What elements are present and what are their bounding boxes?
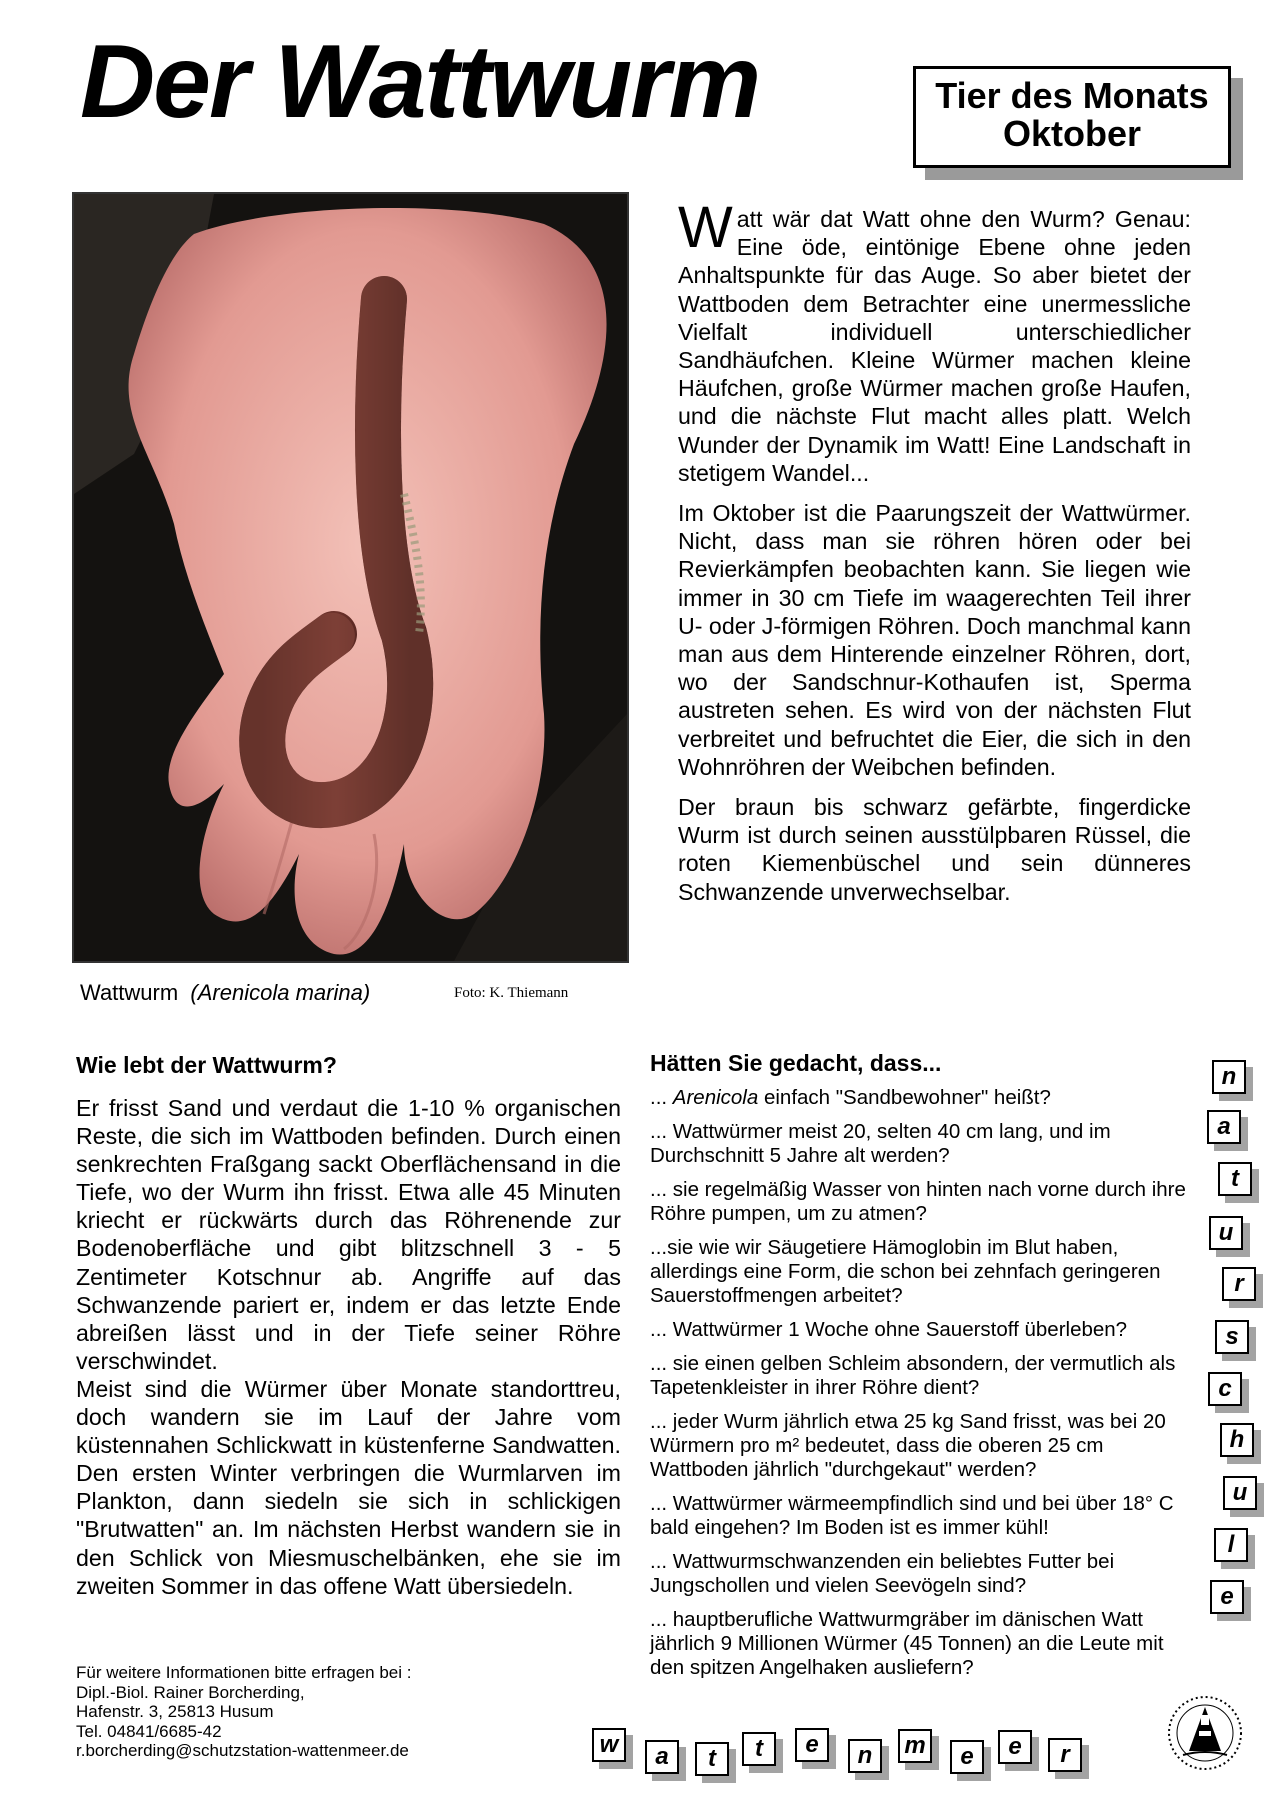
letter-tile: r bbox=[1222, 1267, 1256, 1301]
photo-caption bbox=[80, 980, 370, 1006]
fact-item: ... sie regelmäßig Wasser von hinten nach vorne durch ihre Röhre pumpen, um zu atmen? bbox=[650, 1178, 1186, 1225]
contact-line: Tel. 04841/6685-42 bbox=[76, 1721, 222, 1741]
letter-tile: u bbox=[1209, 1216, 1243, 1250]
letter-tile: e bbox=[1210, 1580, 1244, 1614]
fact-item: ... Arenicola einfach "Sandbewohner" heißt? bbox=[650, 1086, 1051, 1109]
intro-text bbox=[678, 195, 1191, 918]
lugworm-photo bbox=[72, 192, 629, 963]
contact-info bbox=[76, 1663, 411, 1761]
letter-tile: r bbox=[1048, 1738, 1082, 1772]
month-badge bbox=[913, 66, 1231, 168]
letter-tile: l bbox=[1214, 1528, 1248, 1562]
letter-tile: a bbox=[1207, 1110, 1241, 1144]
badge-line-1: Tier des Monats bbox=[935, 75, 1209, 116]
fact-item: ... Wattwürmer 1 Woche ohne Sauerstoff überleben? bbox=[650, 1318, 1128, 1341]
section-heading-facts: Hätten Sie gedacht, dass... bbox=[650, 1050, 942, 1076]
fact-item: ... Wattwurmschwanzenden ein beliebtes Futter bei Jungschollen und vielen Seevögeln sind? bbox=[650, 1550, 1115, 1597]
fact-item: ... Wattwürmer wärmeempfindlich sind und bei über 18° C bald eingehen? Im Boden ist es immer kühl! bbox=[650, 1492, 1174, 1539]
schutzstation-logo-icon bbox=[1165, 1693, 1245, 1773]
letter-tile: a bbox=[645, 1740, 679, 1774]
fact-item: ... hauptberufliche Wattwurmgräber im dänischen Watt jährlich 9 Millionen Würmer (45 Tonnen) an die Leute mit den spitzen Angelhaken ausliefern? bbox=[650, 1608, 1164, 1679]
intro-paragraph-1 bbox=[678, 195, 1191, 487]
letter-tile: u bbox=[1223, 1476, 1257, 1510]
contact-line: Für weitere Informationen bitte erfragen bei : bbox=[76, 1663, 412, 1682]
drop-cap: W bbox=[678, 195, 733, 260]
section-heading-lifestyle: Wie lebt der Wattwurm? bbox=[76, 1052, 337, 1078]
contact-line: Dipl.-Biol. Rainer Borcherding, bbox=[76, 1682, 305, 1702]
lugworm-illustration bbox=[74, 194, 627, 961]
letter-tile: s bbox=[1215, 1320, 1249, 1354]
contact-email: r.borcherding@schutzstation-wattenmeer.de bbox=[76, 1741, 409, 1760]
letter-tile: c bbox=[1208, 1372, 1242, 1406]
intro-paragraph-3: Der braun bis schwarz gefärbte, fingerdicke Wurm ist durch seinen ausstülpbaren Rüssel, die roten Kiemenbüschel und sein dünneres Schwanzende unverwechselbar. bbox=[678, 794, 1191, 905]
lifestyle-paragraph-2: Meist sind die Würmer über Monate standorttreu, doch wandern sie im Lauf der Jahre vom küstennahen Schlickwatt in küstenferne Sandwatten. Den ersten Winter verbringen die Wurmlarven im Plankton, dann siedeln sie sich in schlickigen "Brutwatten" an. Im nächsten Herbst wandern sie in den Schlick von Miesmuschelbänken, ehe sie im zweiten Sommer in das offene Watt übersiedeln. bbox=[76, 1375, 621, 1599]
caption-latin: (Arenicola marina) bbox=[190, 980, 371, 1005]
letter-tile: e bbox=[795, 1728, 829, 1762]
fact-item: ... sie einen gelben Schleim absondern, der vermutlich als Tapetenkleister in ihrer Röhre dient? bbox=[650, 1352, 1176, 1399]
lifestyle-paragraph-1: Er frisst Sand und verdaut die 1-10 % organischen Reste, die sich im Wattboden befinden. Durch einen senkrechten Fraßgang sackt Oberflächensand in die Tiefe, wo der Wurm ihn frisst. Etwa alle 45 Minuten kriecht er rückwärts durch das Röhrenende zur Bodenoberfläche und gibt blitzschnell 3 - 5 Zentimeter Kotschnur ab. Angriffe auf das Schwanzende pariert er, indem er das letzte Ende abreißen lässt und in der Tiefe seiner Röhre verschwindet. bbox=[76, 1095, 621, 1374]
letter-tile: e bbox=[998, 1730, 1032, 1764]
letter-tile: w bbox=[592, 1728, 626, 1762]
photo-credit: Foto: K. Thiemann bbox=[454, 985, 569, 1001]
page-title: Der Wattwurm bbox=[80, 24, 760, 140]
lifestyle-text bbox=[76, 1094, 621, 1600]
intro-paragraph-2: Im Oktober ist die Paarungszeit der Wattwürmer. Nicht, dass man sie röhren hören oder bei Revierkämpfen beobachten kann. Sie liegen wie immer in 30 cm Tiefe im waagerechten Teil ihrer U- oder J-förmigen Röhren. Doch manchmal kann man aus dem Hinterende einzelner Röhren, dort, wo der Sandschnur-Kothaufen ist, Sperma austreten sehen. Es wird von der nächsten Flut verbreitet und befruchtet die Eier, die sich in den Wohnröhren der Weibchen befinden. bbox=[678, 500, 1191, 780]
letter-tile: t bbox=[695, 1742, 729, 1776]
fact-item: ...sie wie wir Säugetiere Hämoglobin im Blut haben, allerdings eine Form, die schon bei zehnfach geringeren Sauerstoffmengen arbeitet? bbox=[650, 1236, 1161, 1307]
caption-name: Wattwurm bbox=[80, 980, 179, 1005]
letter-tile: h bbox=[1220, 1423, 1254, 1457]
letter-tile: t bbox=[1218, 1162, 1252, 1196]
fact-item: ... Wattwürmer meist 20, selten 40 cm lang, und im Durchschnitt 5 Jahre alt werden? bbox=[650, 1120, 1111, 1167]
letter-tile: t bbox=[742, 1732, 776, 1766]
fact-item: ... jeder Wurm jährlich etwa 25 kg Sand frisst, was bei 20 Würmern pro m² bedeutet, dass die oberen 25 cm Wattboden jährlich "durchgekaut" werden? bbox=[650, 1410, 1166, 1481]
facts-list bbox=[650, 1086, 1190, 1690]
badge-line-2: Oktober bbox=[1002, 113, 1142, 154]
contact-line: Hafenstr. 3, 25813 Husum bbox=[76, 1702, 274, 1721]
letter-tile: n bbox=[848, 1739, 882, 1773]
letter-tile: m bbox=[898, 1729, 932, 1763]
letter-tile: e bbox=[950, 1740, 984, 1774]
letter-tile: n bbox=[1212, 1060, 1246, 1094]
intro-p1-text: att wär dat Watt ohne den Wurm? Genau: Eine öde, eintönige Ebene ohne jeden Anhaltspunkte für das Auge. So aber bietet der Wattboden dem Betrachter eine unermessliche Vielfalt individuell unterschiedlicher Sandhäufchen. Kleine Würmer machen kleine Häufchen, große Würmer machen große Haufen, und die nächste Flut macht alles platt. Welch Wunder der Dynamik im Watt! Eine Landschaft in stetigem Wandel... bbox=[678, 206, 1191, 486]
